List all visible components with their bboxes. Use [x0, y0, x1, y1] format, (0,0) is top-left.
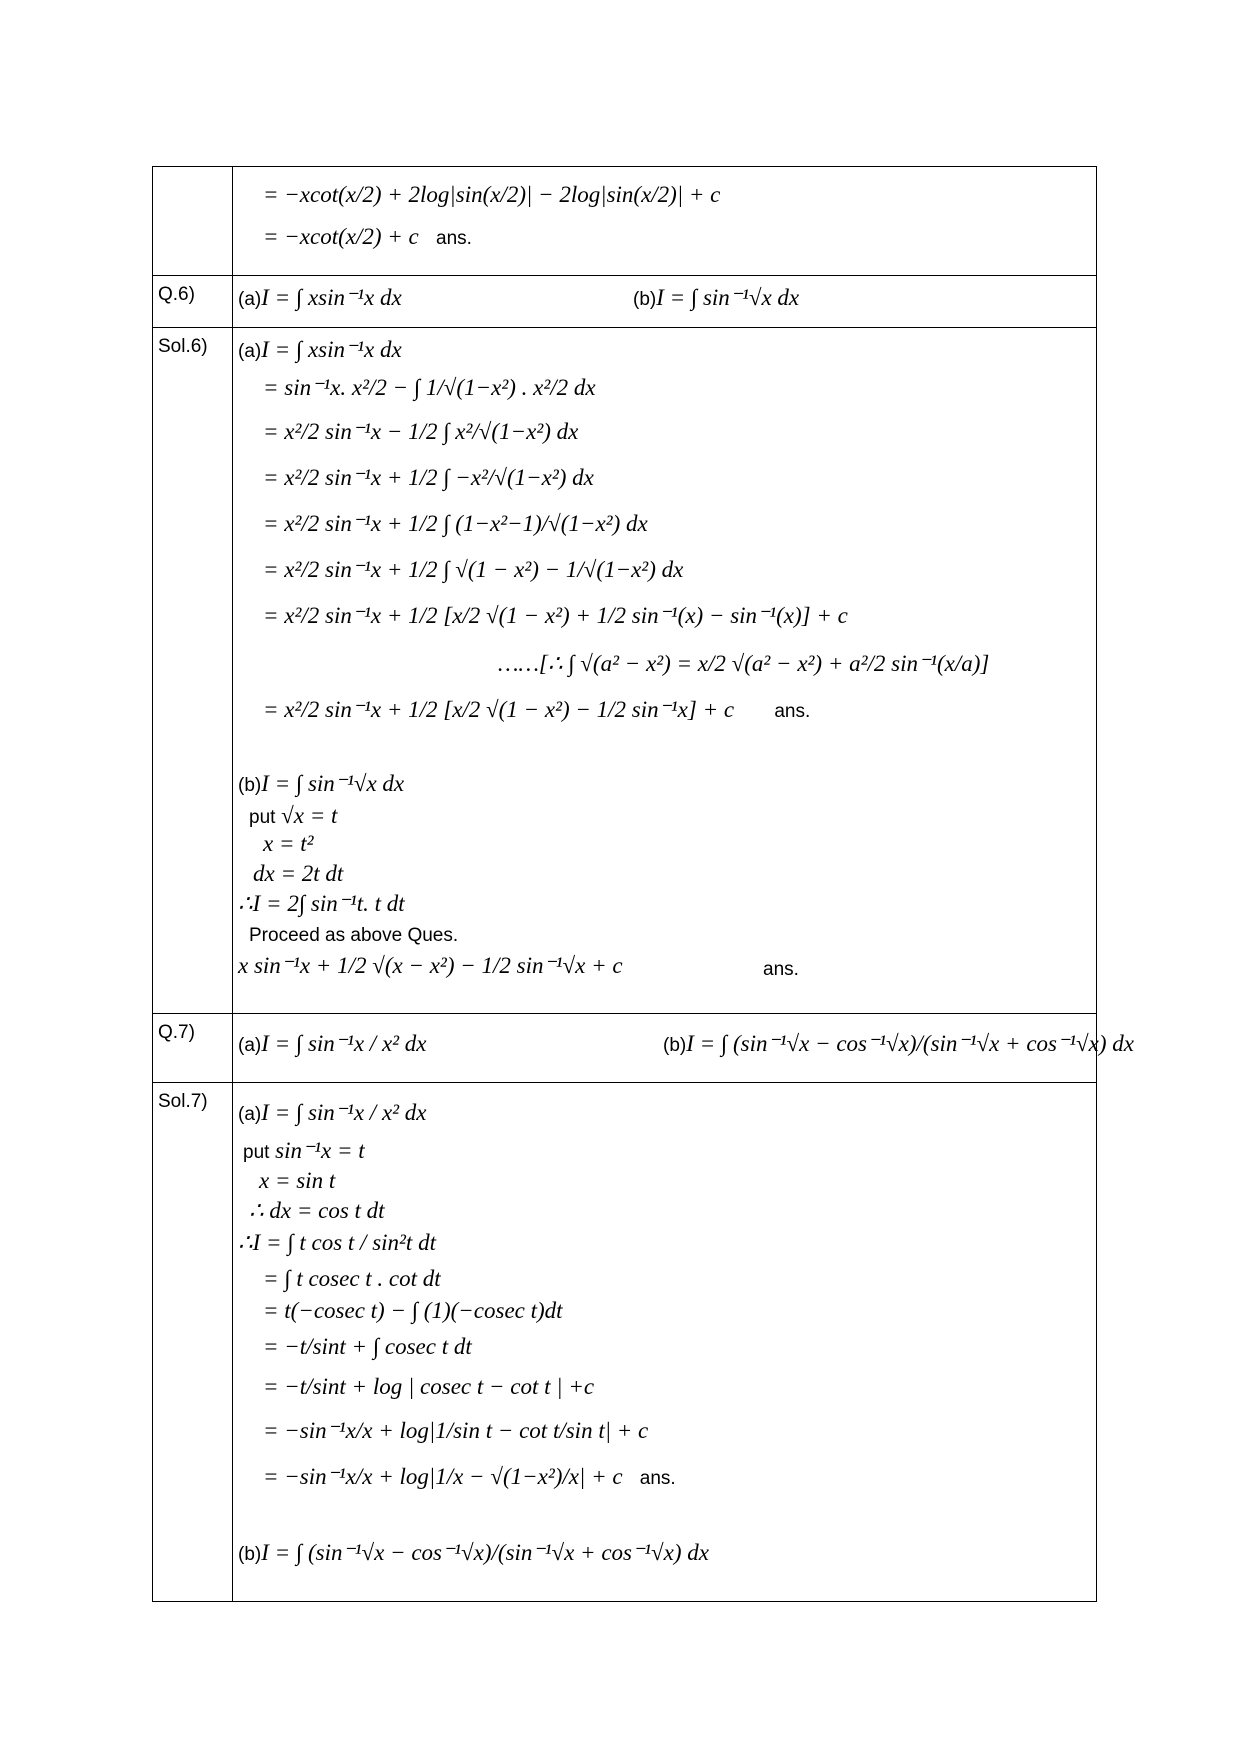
question-7-label: Q.7)	[153, 1014, 233, 1083]
question-7-cell	[233, 1014, 1134, 1083]
question-7-part-b	[663, 1030, 1134, 1060]
sol7-a-step-final	[263, 1463, 676, 1493]
solution-7-label: Sol.7)	[153, 1083, 233, 1602]
continuation-row	[153, 167, 1097, 276]
sol7-a-sub: ∴ dx = cos t dt	[249, 1198, 385, 1223]
question-6-row	[153, 276, 1097, 328]
sol6-a-step: = x²/2 sin⁻¹x + 1/2 ∫ √(1 − x²) − 1/√(1−x²) dx	[263, 557, 684, 582]
sol6-a-step: = sin⁻¹x. x²/2 − ∫ 1/√(1−x²) . x²/2 dx	[263, 375, 596, 400]
sol6-a-step: = x²/2 sin⁻¹x + 1/2 ∫ −x²/√(1−x²) dx	[263, 465, 594, 490]
sol7-b-title-pre: (b)	[238, 1544, 262, 1565]
sol6-b-final: x sin⁻¹x + 1/2 √(x − x²) − 1/2 sin⁻¹√x + c	[238, 953, 623, 978]
q7-part-a-expr: I = ∫ sin⁻¹x / x² dx	[261, 1031, 427, 1056]
q6-part-b-expr: I = ∫ sin⁻¹√x dx	[656, 285, 800, 310]
question-7-row	[153, 1014, 1097, 1083]
continuation-line-2-expr: = −xcot(x/2) + c	[263, 224, 419, 249]
sol6-b-ans-text: ans.	[763, 959, 799, 980]
sol6-a-formula-note: ……[∴ ∫ √(a² − x²) = x/2 √(a² − x²) + a²/2 sin⁻¹(x/a)]	[498, 651, 990, 676]
sol6-a-final-expr: = x²/2 sin⁻¹x + 1/2 [x/2 √(1 − x²) − 1/2 sin⁻¹x] + c	[263, 697, 735, 722]
sol6-b-ans	[763, 954, 799, 984]
q7-part-a-label: (a)	[238, 1035, 262, 1056]
sol6-a-step: = x²/2 sin⁻¹x + 1/2 ∫ (1−x²−1)/√(1−x²) dx	[263, 511, 648, 536]
q7-part-b-expr: I = ∫ (sin⁻¹√x − cos⁻¹√x)/(sin⁻¹√x + cos⁻¹√x) dx	[686, 1031, 1134, 1056]
continuation-line-1: = −xcot(x/2) + 2log|sin(x/2)| − 2log|sin(x/2)| + c	[263, 182, 721, 207]
sol6-a-final	[263, 696, 810, 726]
empty-label-cell	[153, 167, 233, 276]
sol6-b-title-pre: (b)	[238, 775, 262, 796]
solution-7-cell	[233, 1083, 1097, 1602]
solution-table	[152, 166, 1134, 1602]
sol6-b-text-content: Proceed as above Ques.	[249, 925, 459, 946]
q6-part-a-expr: I = ∫ xsin⁻¹x dx	[261, 285, 402, 310]
question-6-label: Q.6)	[153, 276, 233, 328]
sol6-a-title-expr: I = ∫ xsin⁻¹x dx	[261, 337, 402, 362]
sol7-a-put-word: put	[243, 1142, 270, 1163]
sol6-a-step: = x²/2 sin⁻¹x − 1/2 ∫ x²/√(1−x²) dx	[263, 419, 579, 444]
question-7-part-a	[238, 1030, 427, 1060]
sol6-b-step: x = t²	[263, 831, 314, 856]
sol7-a-ans: ans.	[639, 1468, 676, 1489]
sol6-a-step: = x²/2 sin⁻¹x + 1/2 [x/2 √(1 − x²) + 1/2 sin⁻¹(x) − sin⁻¹(x)] + c	[263, 603, 848, 628]
question-6-cell	[233, 276, 1097, 328]
sol6-b-put	[249, 802, 337, 832]
continuation-cell	[233, 167, 1097, 276]
continuation-line-2	[263, 223, 472, 253]
sol7-a-title-expr: I = ∫ sin⁻¹x / x² dx	[261, 1100, 427, 1125]
sol7-a-step: = −sin⁻¹x/x + log|1/sin t − cot t/sin t| + c	[263, 1418, 649, 1443]
sol6-b-step: dx = 2t dt	[253, 861, 344, 886]
solution-6-row	[153, 328, 1097, 1014]
sol6-b-text	[249, 920, 458, 950]
sol7-a-title	[238, 1099, 427, 1129]
sol6-b-step: ∴I = 2∫ sin⁻¹t. t dt	[238, 891, 405, 916]
sol7-a-step: = −t/sint + ∫ cosec t dt	[263, 1334, 472, 1359]
sol7-a-sub: x = sin t	[259, 1168, 336, 1193]
q6-part-b-label: (b)	[633, 289, 657, 310]
sol6-b-title	[238, 770, 404, 800]
solution-6-cell	[233, 328, 1097, 1014]
sol7-a-final-expr: = −sin⁻¹x/x + log|1/x − √(1−x²)/x| + c	[263, 1464, 623, 1489]
sol6-a-title-pre: (a)	[238, 341, 262, 362]
sol7-a-step: = −t/sint + log | cosec t − cot t | +c	[263, 1374, 595, 1399]
sol6-a-title	[238, 336, 402, 366]
sol6-b-title-expr: I = ∫ sin⁻¹√x dx	[261, 771, 405, 796]
sol6-b-put-expr: √x = t	[281, 803, 338, 828]
question-6-part-a	[238, 284, 402, 314]
sol7-a-title-pre: (a)	[238, 1104, 262, 1125]
solution-6-label: Sol.6)	[153, 328, 233, 1014]
sol7-a-put-expr: sin⁻¹x = t	[275, 1138, 365, 1163]
sol6-b-put-word: put	[249, 807, 276, 828]
sol7-b-title	[238, 1539, 709, 1569]
sol7-a-sub: ∴I = ∫ t cos t / sin²t dt	[238, 1230, 436, 1255]
sol7-a-step: = ∫ t cosec t . cot dt	[263, 1266, 441, 1291]
sol6-a-ans: ans.	[774, 701, 811, 722]
question-6-part-b	[633, 284, 799, 314]
sol7-b-title-expr: I = ∫ (sin⁻¹√x − cos⁻¹√x)/(sin⁻¹√x + cos⁻¹√x) dx	[261, 1540, 709, 1565]
q6-part-a-label: (a)	[238, 289, 262, 310]
sol7-a-put	[243, 1137, 365, 1167]
sol7-a-step: = t(−cosec t) − ∫ (1)(−cosec t)dt	[263, 1298, 563, 1323]
continuation-ans: ans.	[436, 228, 472, 249]
q7-part-b-label: (b)	[663, 1035, 687, 1056]
solution-7-row	[153, 1083, 1097, 1602]
